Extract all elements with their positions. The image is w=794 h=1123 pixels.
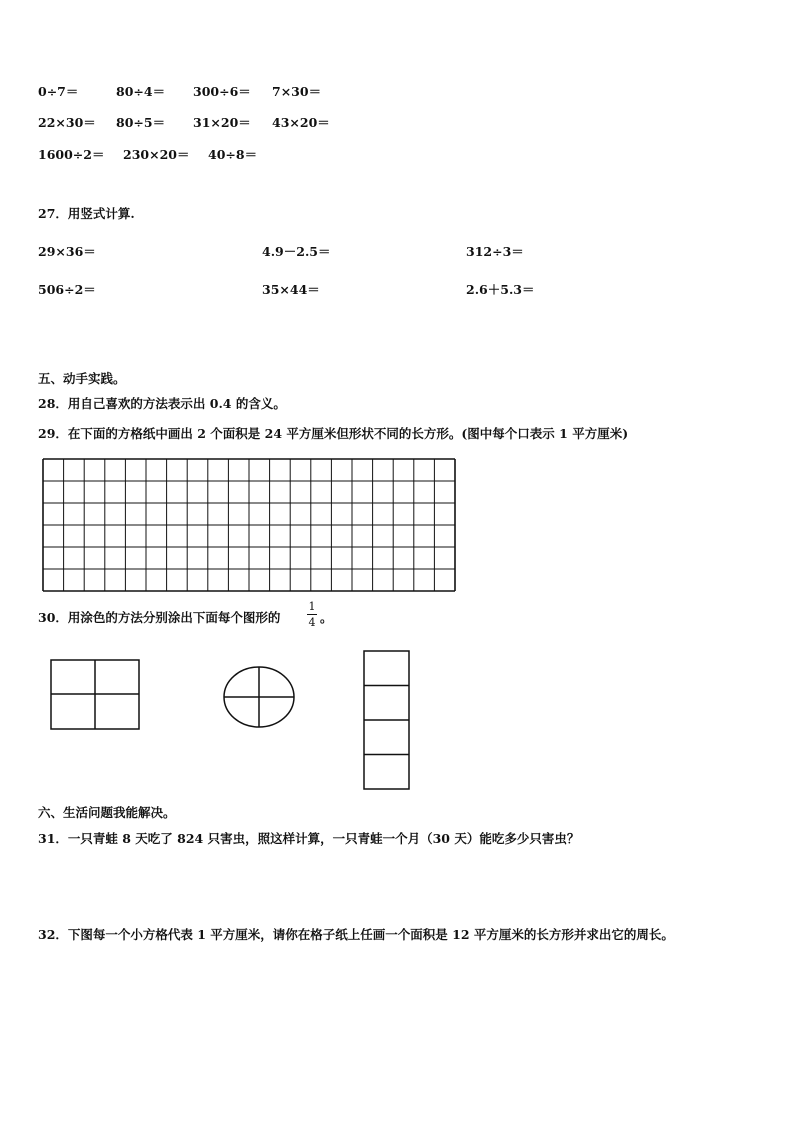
fraction-one-quarter (307, 600, 317, 629)
oral-calc-item: 7×30＝ (272, 84, 322, 99)
vertical-calc-item: 35×44＝ (262, 282, 320, 297)
oral-calc-item: 0÷7＝ (38, 84, 79, 99)
vertical-calc-item: 2.6＋5.3＝ (466, 282, 535, 297)
square-grid-paper[interactable] (42, 458, 456, 592)
question-28: 28．用自己喜欢的方法表示出 0.4 的含义。 (38, 396, 286, 411)
section-title: 五、动手实践。 (38, 371, 126, 386)
oral-calc-item: 300÷6＝ (193, 84, 251, 99)
oral-calc-item: 40÷8＝ (208, 147, 258, 162)
column-of-4-squares[interactable] (363, 650, 411, 791)
question-30-text: 30．用涂色的方法分别涂出下面每个图形的 (38, 610, 281, 625)
oral-calc-item: 80÷5＝ (116, 115, 166, 130)
fraction-numerator: 1 (308, 600, 316, 613)
circle-divided-4[interactable] (222, 665, 296, 729)
question-title: 27．用竖式计算. (38, 206, 135, 221)
oral-calc-item: 31×20＝ (193, 115, 251, 130)
question-29: 29．在下面的方格纸中画出 2 个面积是 24 平方厘米但形状不同的长方形。(图中每个口表示 1 平方厘米) (38, 426, 629, 441)
question-30-suffix: 。 (320, 610, 333, 625)
oral-calc-item: 22×30＝ (38, 115, 96, 130)
section-title: 六、生活问题我能解决。 (38, 805, 176, 820)
vertical-calc-item: 312÷3＝ (466, 244, 524, 259)
square-divided-4[interactable] (50, 659, 140, 731)
vertical-calc-item: 29×36＝ (38, 244, 96, 259)
oral-calc-item: 1600÷2＝ (38, 147, 105, 162)
fraction-denominator: 4 (308, 616, 316, 629)
vertical-calc-item: 4.9－2.5＝ (262, 244, 331, 259)
question-32: 32．下图每一个小方格代表 1 平方厘米，请你在格子纸上任画一个面积是 12 平方厘米的长方形并求出它的周长。 (38, 927, 674, 942)
vertical-calc-item: 506÷2＝ (38, 282, 96, 297)
question-31: 31．一只青蛙 8 天吃了 824 只害虫，照这样计算，一只青蛙一个月（30 天）能吃多少只害虫？ (38, 831, 580, 846)
oral-calc-item: 230×20＝ (123, 147, 190, 162)
oral-calc-item: 80÷4＝ (116, 84, 166, 99)
oral-calc-item: 43×20＝ (272, 115, 330, 130)
